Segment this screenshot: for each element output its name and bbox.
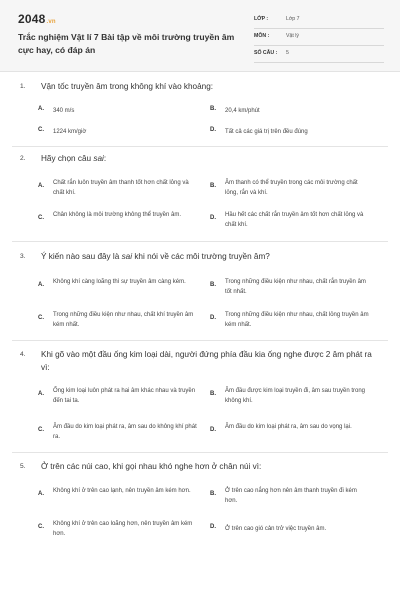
option-letter: D. <box>210 215 216 221</box>
question-stem: 2. Hãy chọn câu sai: <box>20 154 107 163</box>
divider <box>12 340 388 341</box>
option-letter: B. <box>210 391 216 397</box>
option-letter: A. <box>38 282 44 288</box>
meta-label: LỚP : <box>254 16 269 22</box>
question-number: 3. <box>20 253 26 260</box>
meta-label: MÔN : <box>254 33 270 39</box>
option-text: Không khí càng loãng thì sự truyền âm càng kém. <box>53 279 186 285</box>
question-stem: 5. Ở trên các núi cao, khi gọi nhau khó nghe hơn ở chân núi vì: <box>20 462 262 471</box>
option-text: Âm đầu do kim loại phát ra, âm sau do vọng lại. <box>225 424 352 430</box>
option-letter: A. <box>38 391 44 397</box>
question-number: 4. <box>20 351 26 358</box>
option-text: Không khí ở trên cao loãng hơn, nên truyền âm kém hơn. <box>53 521 193 537</box>
option-letter: D. <box>210 315 216 321</box>
page-header <box>0 0 400 72</box>
option-text: Âm đầu do kim loại phát ra, âm sau do không khí phát ra. <box>53 424 197 440</box>
question-3 <box>20 250 382 263</box>
divider <box>12 241 388 242</box>
option-text: Âm đầu được kim loại truyền đi, âm sau truyền trong không khí. <box>225 388 366 404</box>
option-letter: D. <box>210 127 216 133</box>
option-letter: B. <box>210 183 216 189</box>
option-text: Ở trên cao nắng hơn nên âm thanh truyền đi kém hơn. <box>225 488 357 504</box>
option-letter: C. <box>38 427 44 433</box>
question-number: 2. <box>20 155 26 162</box>
question-2 <box>20 152 382 165</box>
question-4 <box>20 348 382 374</box>
option-text: Ống kim loại luôn phát ra hai âm khác nhau và truyền đến tai ta. <box>53 388 196 404</box>
question-stem: 1. Vận tốc truyền âm trong không khí vào khoảng: <box>20 82 214 91</box>
option-letter: C. <box>38 524 44 530</box>
option-text: Không khí ở trên cao lạnh, nên truyền âm kém hơn. <box>53 488 191 494</box>
option-text: Trong những điều kiện như nhau, chất rắn truyền âm tốt nhất. <box>225 279 366 295</box>
logo-main: 2048 <box>18 12 46 26</box>
document-title: Trắc nghiệm Vật lí 7 Bài tập về môi trường truyền âm cực hay, có đáp án <box>18 32 235 55</box>
option-letter: B. <box>210 282 216 288</box>
question-number: 5. <box>20 463 26 470</box>
meta-row-class <box>254 14 384 29</box>
question-5 <box>20 460 382 473</box>
meta-value: Lớp 7 <box>286 16 300 22</box>
meta-label: SỐ CÂU : <box>254 50 278 56</box>
option-text: 20,4 km/phút <box>225 108 260 114</box>
question-stem: 4. Khi gõ vào một đầu ống kim loại dài, người đứng phía đầu kia ống nghe được 2 âm phát ra vì: <box>20 350 372 372</box>
option-letter: A. <box>38 106 44 112</box>
divider <box>12 452 388 453</box>
site-logo[interactable] <box>18 12 56 26</box>
option-letter: B. <box>210 106 216 112</box>
option-text: Trong những điều kiện như nhau, chất khí truyền âm kém nhất. <box>53 312 194 328</box>
option-text: Ở trên cao gió cản trở việc truyền âm. <box>225 526 327 532</box>
divider <box>12 146 388 147</box>
option-letter: C. <box>38 215 44 221</box>
meta-panel <box>254 14 384 65</box>
option-text: Tất cả các giá trị trên đều đúng <box>225 129 308 135</box>
meta-row-count <box>254 48 384 63</box>
option-text: Trong những điều kiện như nhau, chất lỏng truyền âm kém nhất. <box>225 312 369 328</box>
meta-value: 5 <box>286 50 289 56</box>
option-text: Chất rắn luôn truyền âm thanh tốt hơn chất lỏng và chất khí. <box>53 180 189 196</box>
option-letter: A. <box>38 183 44 189</box>
question-number: 1. <box>20 83 26 90</box>
option-text: 340 m/s <box>53 108 75 114</box>
logo-suffix: .vn <box>46 19 56 25</box>
meta-row-subject <box>254 31 384 46</box>
question-stem: 3. Ý kiến nào sau đây là sai khi nói về các môi trường truyền âm? <box>20 252 270 261</box>
option-text: Âm thanh có thể truyền trong các môi trường chất lỏng, rắn và khí. <box>225 180 358 196</box>
meta-value: Vật lý <box>286 33 299 39</box>
option-text: Chân không là môi trường không thể truyền âm. <box>53 212 182 218</box>
option-letter: C. <box>38 315 44 321</box>
option-letter: D. <box>210 427 216 433</box>
option-letter: D. <box>210 524 216 530</box>
option-letter: B. <box>210 491 216 497</box>
option-text: 1224 km/giờ <box>53 129 87 135</box>
option-letter: C. <box>38 127 44 133</box>
option-letter: A. <box>38 491 44 497</box>
option-text: Hầu hết các chất rắn truyền âm tốt hơn chất lỏng và chất khí. <box>225 212 364 228</box>
question-1 <box>20 80 382 93</box>
